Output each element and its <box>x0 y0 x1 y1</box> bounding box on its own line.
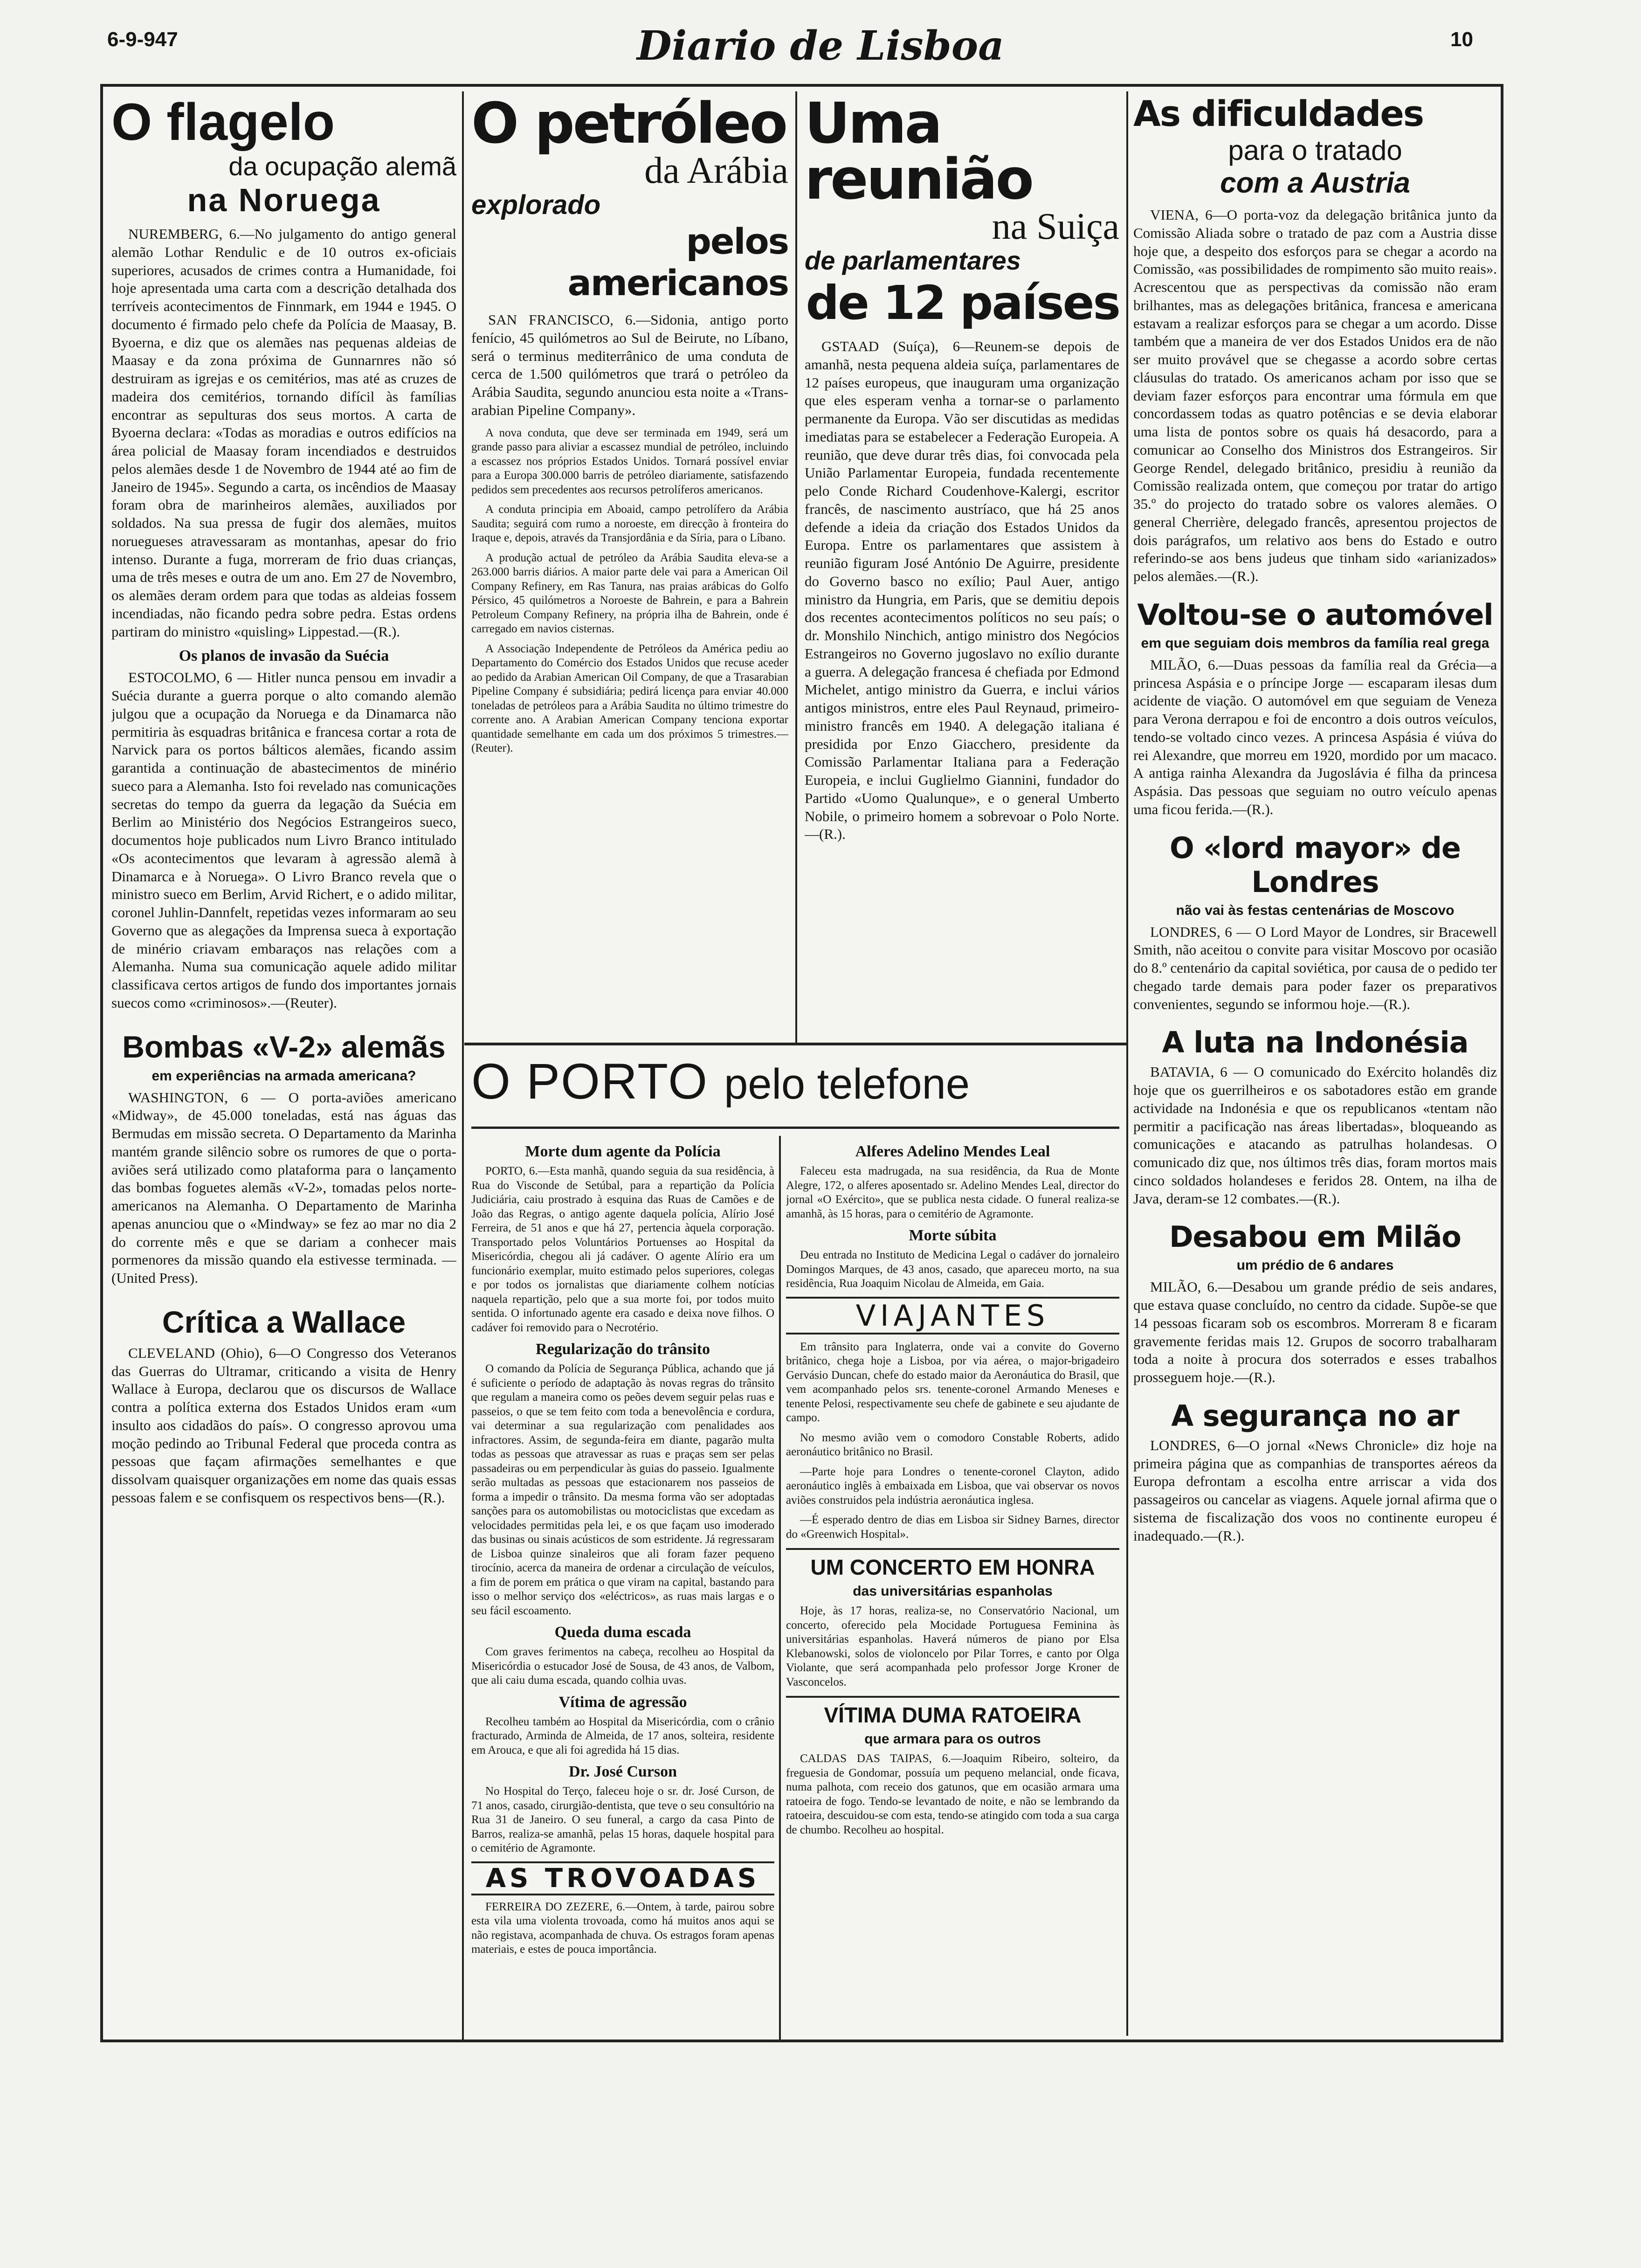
headline-viajantes: VIAJANTES <box>786 1297 1119 1335</box>
porto-banner <box>471 1052 1119 1129</box>
article-milao-body: MILÃO, 6.—Desabou um grande prédio de seis andares, que estava quase concluído, no centro da cidade. Supõe-se que 14 pessoas ficaram sob os escombros. Morreram 8 e ficaram gravemente feridas mais 12. Grupos de socorro trabalharam toda a noite à procura dos soterrados e esses trabalhos prosseguem hoje.—(R.). <box>1133 1279 1497 1385</box>
headline-trovoadas: AS TROVOADAS <box>471 1861 774 1895</box>
article-morte-subita-body: Deu entrada no Instituto de Medicina Legal o cadáver do jornaleiro Domingos Marques, de 43 anos, casado, que apareceu morto, na sua residência, Rua Joaquim Nicolau de Almeida, em Gaia. <box>786 1249 1119 1290</box>
article-petroleo-p5: A Associação Independente de Petróleos da América pediu ao Departamento do Comércio dos Estados Unidos que recuse aceder ao pedido da Arabian American Oil Company, de que a Trasarabian Pipeline Company é subsidiária; pedirá licença para enviar 40.000 toneladas de petróleos para a Arábia Saudita no último trimestre do corrente ano. A Arabian American Company tenciona exportar quantidade semelhante em cada um dos próximos 5 trimestres.—(Reuter). <box>471 642 788 754</box>
subhead-concerto: das universitárias espanholas <box>853 1583 1053 1599</box>
column-4 <box>1133 96 1497 2036</box>
headline-ratoeira: VÍTIMA DUMA RATOEIRA <box>786 1696 1119 1728</box>
article-alferes-body: Faleceu esta madrugada, na sua residência, da Rua de Monte Alegre, 172, o alferes aposentado sr. Adelino Mendes Leal, director do jornal «O Exército», que se publica nesta cidade. O funeral realiza-se amanhã, às 15 horas, para o cemitério de Agramonte. <box>786 1165 1119 1220</box>
article-bombas-body: WASHINGTON, 6 — O porta-aviões americano «Midway», de 45.000 toneladas, está nas águas das Bermudas em missão secreta. O Departamento da Marinha mantém grande silêncio sobre os rumores de que o porta-aviões será utilizado como plataforma para o lançamento das bombas foguetes alemãs «V-2», tomadas pelos norte-americanos na Alemanha. O Departamento de Marinha apenas anunciou que o «Mindway» se fez ao mar no dia 2 do corrente mês e que se dariam a conhecer mais pormenores da missão quando ela estivesse terminada. — (United Press). <box>111 1089 456 1286</box>
subhead-morte-subita: Morte súbita <box>909 1227 997 1244</box>
article-trovoadas-body: FERREIRA DO ZEZERE, 6.—Ontem, à tarde, pairou sobre esta vila uma violenta trovoada, como há muitos anos aqui se não registava, acompanhada de chuva. Os estragos foram apenas materiais, e estes de pouca importância. <box>471 1900 774 1956</box>
subhead-vitima-agressao: Vítima de agressão <box>558 1693 687 1711</box>
subhead-queda-escada: Queda duma escada <box>554 1624 691 1641</box>
headline-flagelo-sub: da ocupação alemã <box>228 152 456 181</box>
subhead-invasao-suecia: Os planos de invasão da Suécia <box>179 647 389 665</box>
headline-flagelo-sub2: na Noruega <box>187 182 381 218</box>
subhead-morte-agente: Morte dum agente da Polícia <box>525 1143 721 1160</box>
article-indonesia-body: BATAVIA, 6 — O comunicado do Exército holandês diz hoje que os guerrilheiros e os sabotadores estão em grande actividade na Indonésia e que os republicanos «tentam não permitir a pacificação nas áreas libertadas», bloqueando as comunicações e atacando as patrulhas holandesas. O comunicado diz que, nos últimos três dias, foram mortos mais cinco soldados holandeses e feridos 28. Ontem, na ilha de Java, deram-se 12 combates.—(R.). <box>1133 1064 1497 1207</box>
headline-reuniao-sub: na Suiça <box>992 206 1119 247</box>
article-viajantes-p4: —É esperado dentro de dias em Lisboa sir Sidney Barnes, director do «Greenwich Hospital». <box>786 1514 1119 1541</box>
headline-desabou-milao: Desabou em Milão <box>1169 1220 1461 1254</box>
article-transito-body: O comando da Polícia de Segurança Pública, achando que já é suficiente o período de adaptação às novas regras do trânsito que regulam a maneira como os peões devem seguir pelas ruas e passeios, o que se tem feito com toda a benevolência e cordura, vai determinar a sua regularização com penalidades aos infractores. Assim, de segunda-feira em diante, pagarão multa todas as pessoas que atravessar as ruas e praças sem ser pelas passadeiras ou em perpendicular às guias do passeio. Igualmente serão multadas as pessoas que estacionarem nos passeios de forma a impedir o trânsito. Da mesma forma vão ser adoptadas sanções para os automobilistas ou motociclistas que excedam as velocidades permitidas pela lei, e os que façam uso imoderado das businas ou sinais acústicos de som estridente. Já regressaram de Lisboa quinze sinaleiros que ali foram fazer pequeno tirocínio, acerca da maneira de ordenar a circulação de veículos, a fim de porem em prática o que viram na capital, bastando para isso o melhor serviço dos «eléctricos», as ruas mais largas e o seu fácil escoamento. <box>471 1362 774 1617</box>
subhead-bombas: em experiências na armada americana? <box>152 1068 416 1084</box>
subhead-lord-mayor: não vai às festas centenárias de Moscovo <box>1176 902 1455 918</box>
subhead-transito: Regularização do trânsito <box>536 1341 710 1358</box>
article-vitima-body: Recolheu também ao Hospital da Misericórdia, com o crânio fracturado, Arminda de Almeida, de 17 anos, solteira, residente em Arouca, e que ali foi agredida há 15 dias. <box>471 1715 774 1756</box>
headline-seguranca-ar: A segurança no ar <box>1171 1398 1459 1433</box>
article-curson-body: No Hospital do Terço, faleceu hoje o sr. dr. José Curson, de 71 anos, casado, cirurgião-dentista, que teve o seu consultório na Rua 31 de Janeiro. O seu funeral, a cargo da casa Pinto de Barros, realiza-se amanhã, pelas 15 horas, daquele hospital para o cemitério de Agramonte. <box>471 1785 774 1854</box>
headline-bombas: Bombas «V-2» alemãs <box>122 1029 446 1064</box>
article-morte-agente-body: PORTO, 6.—Esta manhã, quando seguia da sua residência, à Rua do Visconde de Setúbal, para a repartição da Polícia Judiciária, caiu prostrado à esquina das Ruas de Camões e de João das Regras, o antigo agente daquela polícia, Alírio José Ferreira, de 51 anos e que há 27, pertencia àquela corporação. Transportado pelos Voluntários Portuenses ao Hospital da Misericórdia, chegou ali já cadáver. O agente Alírio era um funcionário exemplar, muito estimado pelos superiores, colegas e por todos os jornalistas que diariamente colhem notícias naquela repartição, pelo que a sua morte foi, por todos muito sentida. O infortunado agente era casado e deixa nove filhos. O cadáver foi removido para o Necrotério. <box>471 1165 774 1334</box>
article-wallace-body: CLEVELAND (Ohio), 6—O Congresso dos Veteranos das Guerras do Ultramar, criticando a visita de Henry Wallace à Europa, declarou que os discursos de Wallace contra a política externa dos Estados Unidos eram «um insulto aos cidadãos do país». O congresso aprovou uma moção pedindo ao Tribunal Federal que proceda contra as pessoas que façam afirmações semelhantes e que dissolvam quaisquer organizações em nome das quais essas pessoas falem e se confisquem os respectivos bens—(R.). <box>111 1344 456 1506</box>
section-rule <box>464 1043 1126 1045</box>
column-rule <box>462 91 464 1043</box>
column-3 <box>805 96 1119 1038</box>
article-seguranca-body: LONDRES, 6—O jornal «News Chronicle» diz hoje na primeira página que as companhias de transportes aéreos da Europa defrontam a escolha entre arriscar a vida dos passageiros ou cancelar as viagens. Aquele jornal afirma que o sistema de fiscalização dos voos no continente europeu é inadequado.—(R.). <box>1133 1437 1497 1544</box>
column-2 <box>471 96 788 1038</box>
masthead: Diario de Lisboa <box>637 22 1004 69</box>
headline-reuniao: Uma reunião <box>805 96 1032 212</box>
column-rule <box>779 1136 781 2040</box>
article-viajantes-p2: No mesmo avião vem o comodoro Constable Roberts, adido aeronáutico britânico no Brasil. <box>786 1431 1119 1458</box>
headline-critica-wallace: Crítica a Wallace <box>162 1304 406 1339</box>
headline-petroleo-sub: da Arábia <box>644 150 788 191</box>
column-rule <box>1126 91 1128 2036</box>
article-ratoeira-body: CALDAS DAS TAIPAS, 6.—Joaquim Ribeiro, solteiro, da freguesia de Gondomar, possuía um pequeno melancial, onde ficava, numa palhota, com receio dos gatunos, que em ocasião armara uma ratoeira de fogo. Tendo-se levantado de noite, e não se lembrando da ratoeira, descuidou-se com esta, tendo-se atingido com toda a sua carga de chumbo. Recolheu ao hospital. <box>786 1752 1119 1836</box>
subhead-jose-curson: Dr. José Curson <box>568 1763 677 1780</box>
headline-lord-mayor: O «lord mayor» de Londres <box>1170 830 1461 899</box>
headline-reuniao-sub2: de parlamentares <box>805 246 1021 275</box>
article-petroleo-p2: A nova conduta, que deve ser terminada em 1949, será um grande passo para aliviar a escassez mundial de petróleo, incluindo a escassez nos próprios Estados Unidos. Tornará possível enviar para a Europa 300.000 barris de petróleo diariamente, satisfazendo pedidos sem precedentes aos recursos petrolíferos americanos. <box>471 426 788 496</box>
headline-flagelo: O flagelo <box>111 96 335 151</box>
page-number: 10 <box>1450 28 1473 51</box>
headline-dificuldades-sub: para o tratado <box>1228 135 1402 166</box>
article-automovel-body: MILÃO, 6.—Duas pessoas da família real da Grécia—a princesa Aspásia e o príncipe Jorge — escaparam ilesas dum acidente de viação. O automóvel em que seguiam de Veneza para Verona derrapou e foi de encontro a dois outros veículos, tendo-se voltado cinco vezes. A princesa Aspásia é viúva do rei Alexandre, que morreu em 1920, mordido por um macaco. A antiga rainha Alexandra da Jugoslávia é filha da princesa Aspásia. Das pessoas que seguiam no outro veículo apenas uma ficou ferida.—(R.). <box>1133 656 1497 817</box>
subhead-automovel: em que seguiam dois membros da família real grega <box>1141 635 1489 651</box>
viajantes-column <box>786 1138 1119 2036</box>
article-petroleo-p3: A conduta principia em Aboaid, campo petrolífero da Arábia Saudita; seguirá com rumo a noroeste, em direcção à fronteira do Iraque e, depois, através da Transjordânia e da Síria, para o Líbano. <box>471 503 788 544</box>
column-rule <box>462 1043 464 2040</box>
headline-dificuldades: As dificuldades <box>1133 96 1424 134</box>
article-viajantes-p1: Em trânsito para Inglaterra, onde vai a convite do Governo britânico, chega hoje a Lisboa, por via aérea, o major-brigadeiro Gervásio Duncan, chefe do estado maior da Aeronáutica do Brasil, que vem acompanhado pelos srs. tenente-coronel Armando Meneses e tenente Pelosi, respectivamente seu chefe de gabinete e seu ajudante de campo. <box>786 1340 1119 1424</box>
headline-petroleo: O petróleo <box>471 96 786 156</box>
news-page <box>100 84 1503 2042</box>
headline-petroleo-sub2: explorado <box>471 190 601 220</box>
article-concerto-body: Hoje, às 17 horas, realiza-se, no Conservatório Nacional, um concerto, oferecido pela Mocidade Portuguesa Feminina às universitárias espanholas. Haverá números de piano por Elsa Klebanowski, solos de violoncelo por Pilar Torres, e canto por Olga Violante, que será acompanhada pelo professor Jorge Kroner de Vasconcelos. <box>786 1604 1119 1688</box>
headline-indonesia: A luta na Indonésia <box>1162 1025 1469 1060</box>
subhead-ratoeira: que armara para os outros <box>864 1731 1041 1747</box>
headline-concerto: UM CONCERTO EM HONRA <box>786 1548 1119 1580</box>
article-queda-body: Com graves ferimentos na cabeça, recolheu ao Hospital da Misericórdia o estucador José de Sousa, de 43 anos, de Valbom, que ali caiu duma escada, quando colhia uvas. <box>471 1646 774 1687</box>
column-1 <box>111 96 456 2036</box>
article-petroleo-p4: A produção actual de petróleo da Arábia Saudita eleva-se a 263.000 barris diários. A maior parte dele vai para a American Oil Company Refinery, em Ras Tanura, nas praias arábicas do Golfo Pérsico, 45 quilómetros a Noroeste de Bahrein, e para a Bahrein Petroleum Company Refinery, na própria ilha de Bahrein, onde é carregado em navios cisternas. <box>471 551 788 635</box>
subhead-alferes: Alferes Adelino Mendes Leal <box>855 1143 1050 1160</box>
article-lord-mayor-body: LONDRES, 6 — O Lord Mayor de Londres, sir Bracewell Smith, não aceitou o convite para visitar Moscovo por ocasião do 8.º centenário da capital soviética, por causa de o pedido ter chegado tarde demais para poder fazer os preparativos convenientes, segundo se informou hoje.—(R.). <box>1133 923 1497 1012</box>
article-austria-body: VIENA, 6—O porta-voz da delegação britânica junto da Comissão Aliada sobre o tratado de paz com a Austria disse hoje que, a despeito dos esforços para se chegar a acordo na Comissão, «as possibilidades de rompimento são muito reais». Acrescentou que as perspectivas da comissão não eram brilhantes, mas as delegações britânica, francesa e americana estavam a realizar esforços para se chegar a um acordo. Disse também que a maneira de ver dos Estados Unidos era de não ser muito provável que se chegasse a acordo sobre certas cláusulas do tratado. Os americanos acham por isso que se deviam fazer esforços para encontrar uma fórmula em que concordassem todas as quatro potências e se devia elaborar uma lista de pontos sobre os quais há desacordo, para a comunicar ao Conselho dos Ministros dos Estrangeiros. Sir George Rendel, delegado britânico, presidiu à reunião da Comissão realizada ontem, que começou por tratar do artigo 35.º do projecto do tratado sobre os valores alemães. O general Cherrière, delegado francês, apresentou projectos de dois parágrafos, um relativo aos bens do Estado e outro referindo-se aos bens judeus que tinham sido «arianizados» pelos alemães.—(R.). <box>1133 207 1497 584</box>
article-suecia-body: ESTOCOLMO, 6 — Hitler nunca pensou em invadir a Suécia durante a guerra porque o alto comando alemão julgou que a ocupação da Noruega e da Dinamarca não permitiria às esquadras britânica e francesa cortar a rota de Narvick para os portos bálticos alemães, ficando assim garantida a continuação de abastecimentos de minério sueco para a Alemanha. Isto foi revelado nas comunicações secretas do tempo da guerra da legação da Suécia em Berlim ao Ministério dos Negócios Estrangeiros sueco, documentos hoje publicados num Livro Branco intitulado «Os acontecimentos que levaram à agressão alemã à Dinamarca e à Noruega». O Livro Branco revela que o ministro sueco em Berlim, Arvid Richert, e o adido militar, coronel Juhlin-Dannfelt, repetidas vezes informaram ao seu Governo que as alegações da Imprensa sueca à exportação de minério criavam embaraços nas relações com a Alemanha. Numa sua comunicação aquele adido militar classificava certos artigos de fundo dos importantes jornais suecos como «criminosos».—(Reuter). <box>111 669 456 1011</box>
headline-petroleo-sub3: pelos americanos <box>567 221 788 304</box>
column-rule <box>795 91 797 1043</box>
article-flagelo-body: NUREMBERG, 6.—No julgamento do antigo general alemão Lothar Rendulic e de 10 outros ex-oficiais superiores, acusados de crimes contra a Humanidade, foi hoje apresentada uma carta com a descrição detalhada dos terríveis acontecimentos de Finnmark, em 1944 e 1945. O documento é firmado pelo chefe da Polícia de Maasay, B. Byoerna, e diz que os alemães nas pequenas aldeias de Maasay e da zona próxima de Gunnarnres não só destruiram as igrejas e os cemitérios, mas até as cruzes de madeira dos cemitérios, tornando difícil às famílias encontrar as sepulturas dos seus mortos. A carta de Byoerna declara: «Todas as moradias e outros edifícios na área policial de Maasay foram incendiados e destruidos pelos alemães desde 1 de Novembro de 1944 até ao fim de Janeiro de 1945». Segundo a carta, os incêndios de Maasay foram obra de marinheiros alemães, auxiliados por soldados. Na sua pressa de fugir dos alemães, muitos noruegueses atravessaram as montanhas, apesar do frio intenso. Durante a fuga, morreram de frio duas crianças, uma de três meses e outra de um ano. Em 27 de Novembro, os alemães deram ordem para que todas as aldeias fossem incendiadas, não ficando pedra sobre pedra. Estas ordens partiram do ministro «quisling» Lippestad.—(R.). <box>111 226 456 640</box>
subhead-desabou-milao: um prédio de 6 andares <box>1236 1258 1394 1273</box>
article-viajantes-p3: —Parte hoje para Londres o tenente-coronel Clayton, adido aeronáutico inglês à embaixada em Lisboa, que vai observar os novos aviões construidos pela indústria aeronáutica inglesa. <box>786 1465 1119 1507</box>
porto-column <box>471 1138 774 2036</box>
headline-automovel: Voltou-se o automóvel <box>1137 597 1493 632</box>
issue-date: 6-9-947 <box>107 28 178 51</box>
porto-banner-title: O PORTO <box>471 1053 709 1109</box>
porto-banner-subtitle: pelo telefone <box>724 1060 970 1108</box>
headline-dificuldades-sub2: com a Austria <box>1220 167 1410 199</box>
article-petroleo-lead: SAN FRANCISCO, 6.—Sidonia, antigo porto fenício, 45 quilómetros ao Sul de Beirute, no Líbano, será o terminus mediterrânico de uma conduta de cerca de 1.500 quilómetros que trará o petróleo da Arábia Saudita, segundo anunciou esta noite a «Trans-arabian Pipeline Company». <box>471 311 788 418</box>
article-reuniao-body: GSTAAD (Suíça), 6—Reunem-se depois de amanhã, nesta pequena aldeia suíça, parlamentares de 12 países europeus, que inauguram uma organização que eles esperam venha a tornar-se o parlamento permanente da Europa. Vão ser discutidas as medidas imediatas para se estabelecer a Federação Europeia. A reunião, que deve durar três dias, foi convocada pela União Parlamentar Europeia, fundada recentemente pelo Conde Richard Coudenhove-Kalergi, escritor francês, de nascimento austríaco, que há 25 anos defende a ideia da criação dos Estados Unidos da Europa. Entre os parlamentares que assistem à reunião figuram José António De Aguirre, presidente do Governo basco no exílio; Paul Auer, antigo ministro da Hungria, em Paris, que se demitiu depois dos recentes acontecimentos políticos no seu país; o dr. Monshilo Ninchich, antigo ministro dos Negócios Estrangeiros no Governo jugoslavo no exílio durante a guerra. A delegação francesa é chefiada por Edmond Michelet, antigo ministro da Guerra, e inclui vários antigos ministros, entre eles Paul Reynaud, primeiro-ministro francês em 1940. A delegação italiana é presidida por Enzo Giacchero, presidente da Comissão Parlamentar Italiana para a Federação Europeia, e inclui Guglielmo Giannini, fundador do Partido «Uomo Qualunque», e o general Umberto Nobile, o primeiro homem a sobrevoar o Polo Norte.—(R.). <box>805 338 1119 843</box>
headline-reuniao-sub3: de 12 países <box>806 276 1119 330</box>
